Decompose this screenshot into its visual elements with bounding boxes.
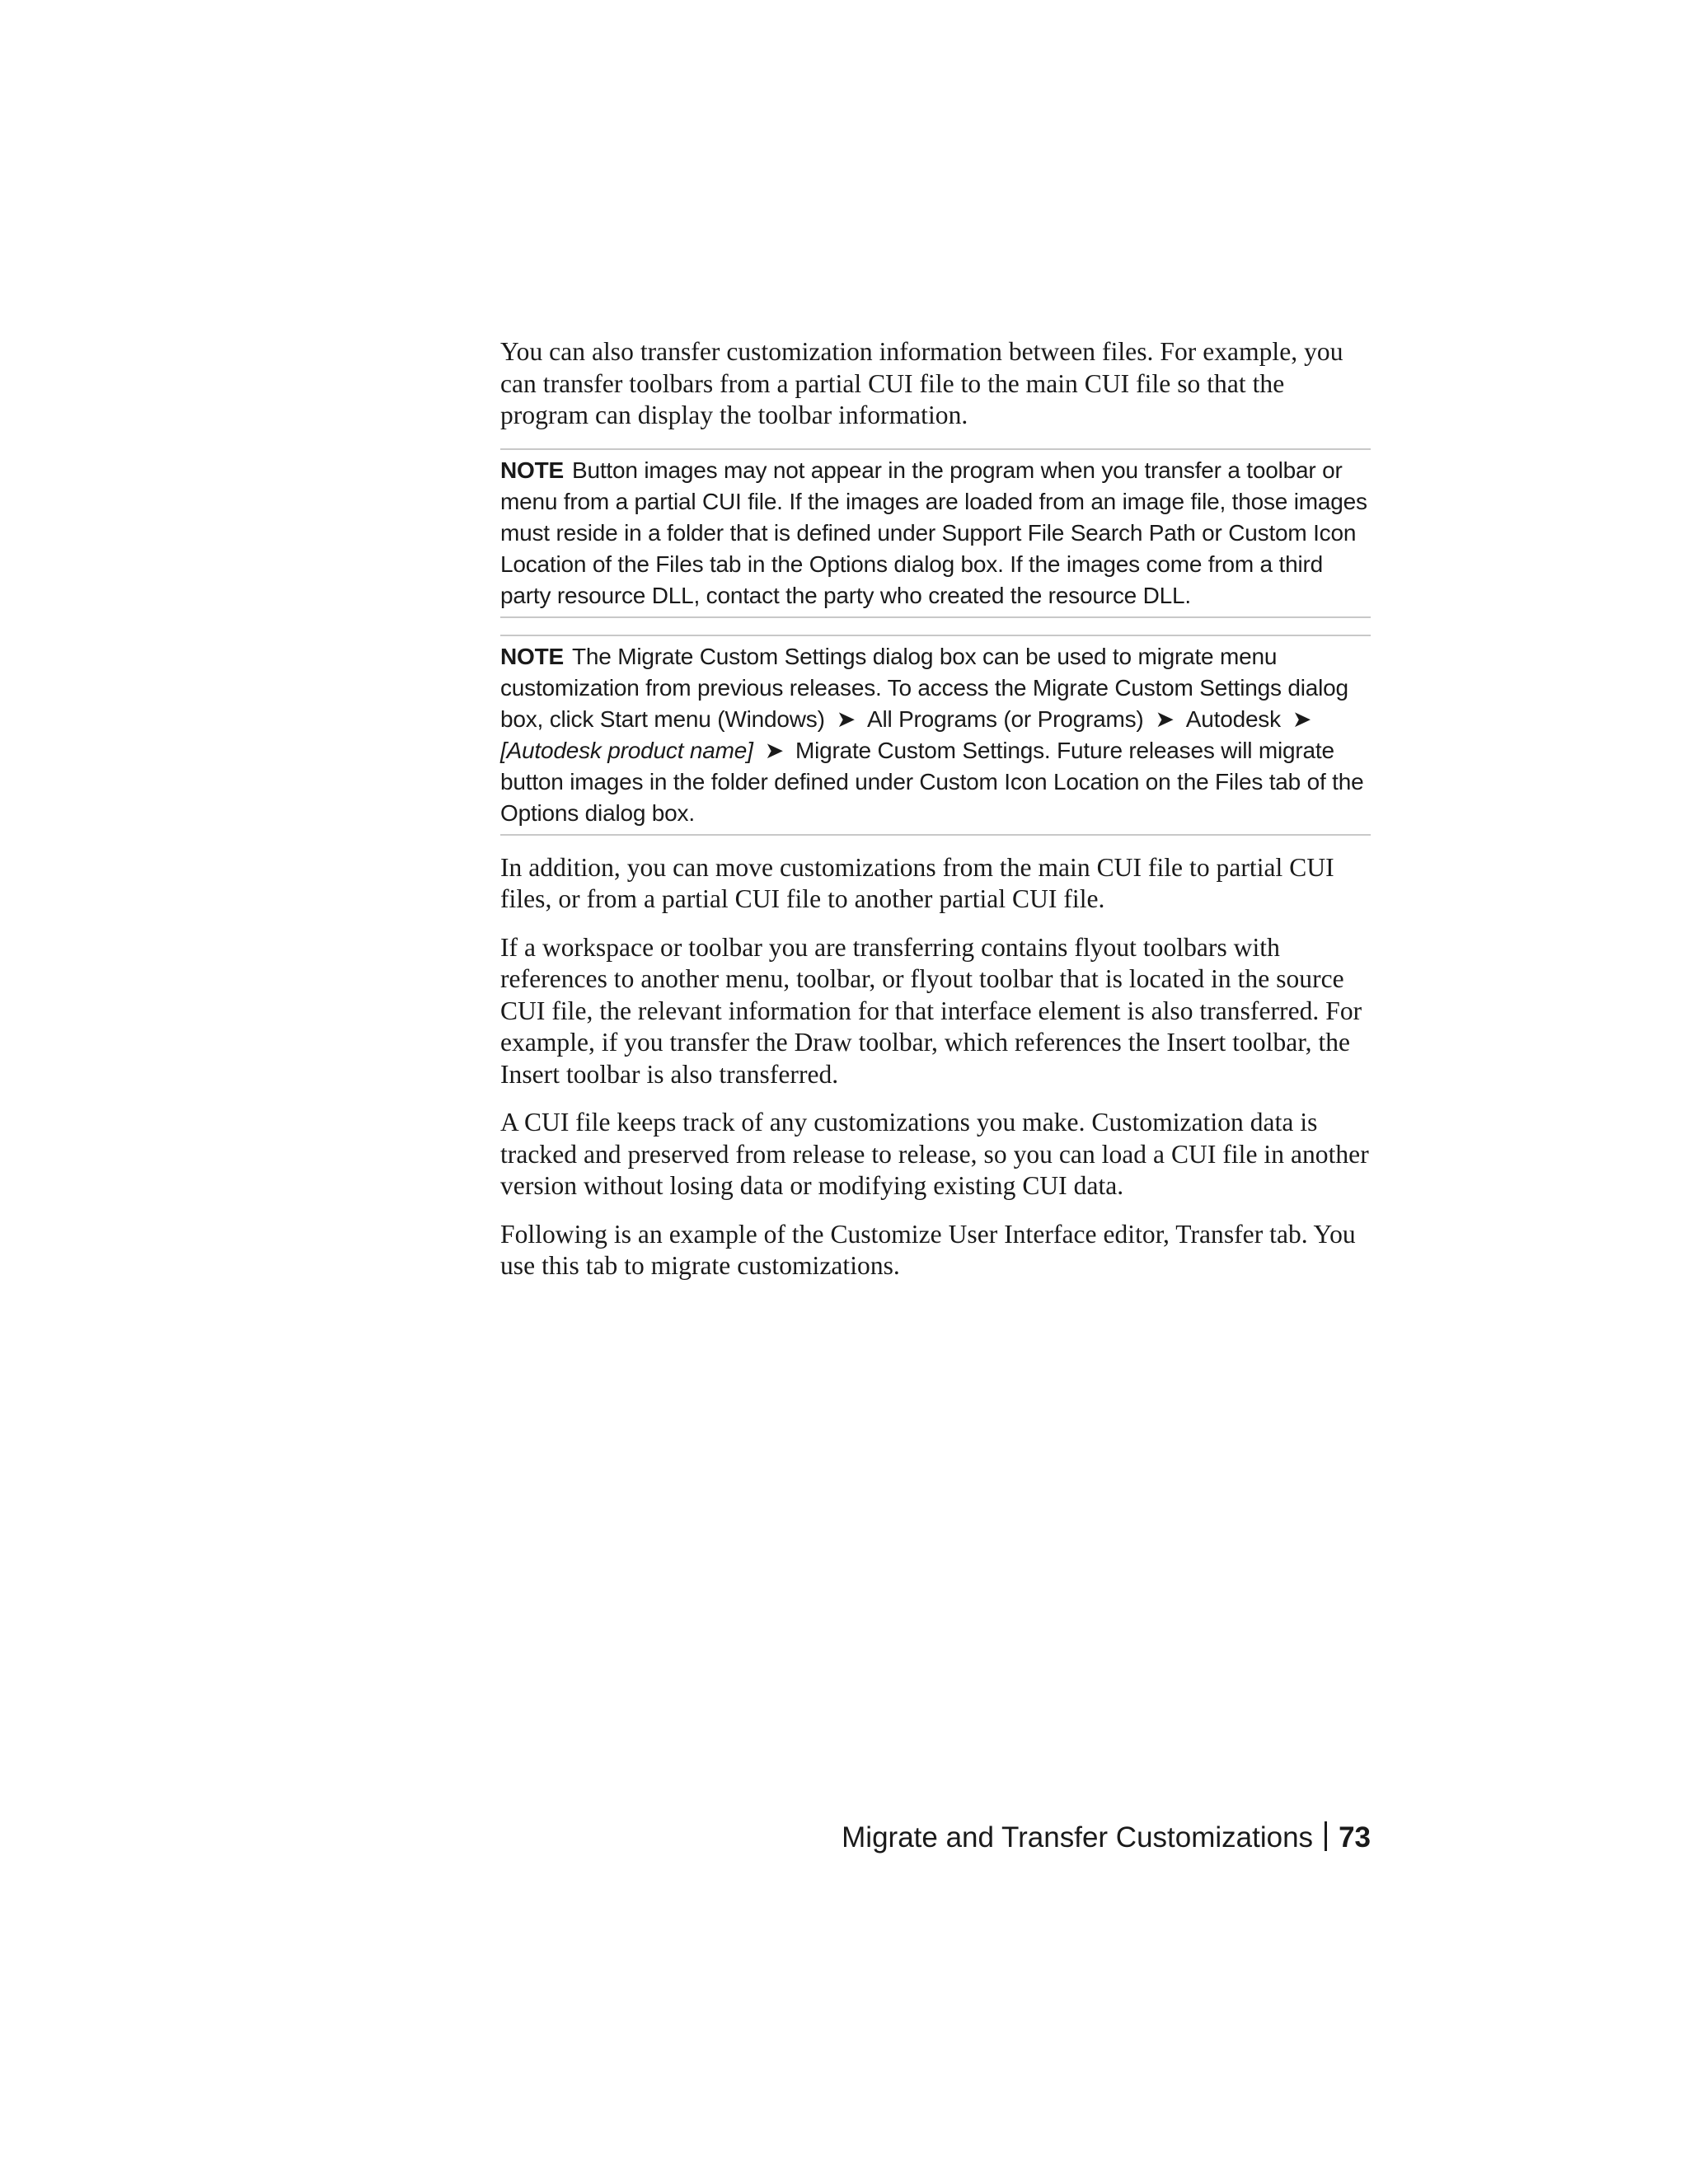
- footer-section-title: Migrate and Transfer Customizations: [842, 1821, 1314, 1854]
- note-text-product-name: [Autodesk product name]: [500, 737, 753, 763]
- note-label: NOTE: [500, 457, 564, 483]
- arrow-icon: ➤: [1155, 705, 1175, 732]
- page-number: 73: [1339, 1821, 1371, 1854]
- note-label: NOTE: [500, 643, 564, 669]
- note-text-part-e: Migrate Custom Settings. Future releases will migrate button images in the folder defined under Custom Icon Location on the Files tab of the Options dialog box.: [500, 737, 1364, 826]
- arrow-icon: ➤: [764, 737, 784, 763]
- paragraph-example-intro: Following is an example of the Customize User Interface editor, Transfer tab. You use this tab to migrate customizations.: [500, 1219, 1356, 1280]
- note-text-part-c: Autodesk: [1185, 705, 1281, 732]
- note-button-images: [500, 448, 1371, 618]
- arrow-icon: ➤: [1292, 705, 1312, 732]
- paragraph-tracking: A CUI file keeps track of any customizations you make. Customization data is tracked and preserved from release to release, so you can load a CUI file in another version without losing data or modifying existing CUI data.: [500, 1108, 1369, 1200]
- note-migrate-settings: [500, 635, 1371, 836]
- note-text: Button images may not appear in the program when you transfer a toolbar or menu from a partial CUI file. If the images are loaded from an image file, those images must reside in a folder that is defined under Support File Search Path or Custom Icon Location of the Files tab in the Options dialog box. If the images come from a third party resource DLL, contact the party who created the resource DLL.: [500, 457, 1367, 608]
- page-footer: [842, 1820, 1371, 1856]
- paragraph-move-customizations: In addition, you can move customizations from the main CUI file to partial CUI files, or from a partial CUI file to another partial CUI file.: [500, 852, 1334, 913]
- arrow-icon: ➤: [836, 705, 856, 732]
- note-text-part-a: The Migrate Custom Settings dialog box can be used to migrate menu customization from previous releases. To access the Migrate Custom Settings dialog box, click Start menu (Windows): [500, 643, 1348, 732]
- note-text-part-b: All Programs (or Programs): [866, 705, 1144, 732]
- page-content: [500, 336, 1371, 1299]
- footer-separator: [1325, 1821, 1327, 1851]
- paragraph-flyout-references: If a workspace or toolbar you are transferring contains flyout toolbars with references to another menu, toolbar, or flyout toolbar that is located in the source CUI file, the relevant information for that interface element is also transferred. For example, if you transfer the Draw toolbar, which references the Insert toolbar, the Insert toolbar is also transferred.: [500, 932, 1362, 1089]
- paragraph-transfer-intro: You can also transfer customization information between files. For example, you can transfer toolbars from a partial CUI file to the main CUI file so that the program can display the toolbar information.: [500, 337, 1343, 429]
